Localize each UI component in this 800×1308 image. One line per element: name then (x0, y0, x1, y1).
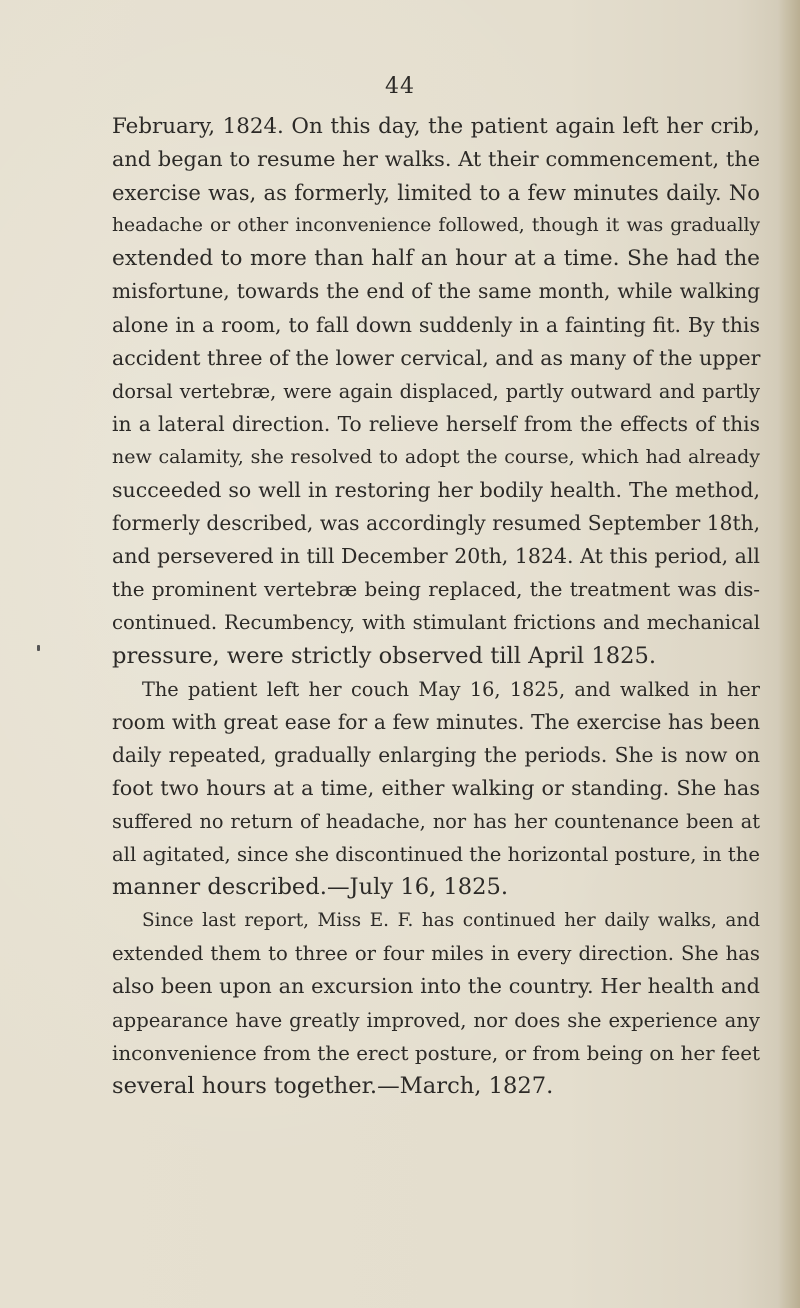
text-line: manner described.—July 16, 1825. (112, 874, 509, 901)
text-line: and began to resume her walks. At their commencement, the (112, 147, 760, 172)
text-line: pressure, were strictly observed till April 1825. (112, 642, 657, 669)
page-edge-shadow (778, 0, 800, 1308)
text-line: room with great ease for a few minutes. The exercise has been (112, 709, 760, 734)
text-line: suffered no return of headache, nor has her countenance been at (112, 809, 760, 833)
text-line: dorsal vertebræ, were again displaced, partly outward and partly (112, 379, 760, 403)
text-line: The patient left her couch May 16, 1825, and walked in her (142, 677, 760, 701)
text-line: succeeded so well in restoring her bodily health. The method, (112, 478, 760, 503)
text-line: headache or other inconvenience followed, though it was gradually (112, 215, 760, 237)
text-line: extended to more than half an hour at a time. She had the (112, 246, 760, 272)
text-line: daily repeated, gradually enlarging the periods. She is now on (112, 742, 760, 767)
text-line: the prominent vertebræ being replaced, the treatment was dis- (112, 578, 760, 602)
text-line: misfortune, towards the end of the same month, while walking (112, 279, 760, 304)
text-line: February, 1824. On this day, the patient again left her crib, (112, 114, 760, 139)
text-line: Since last report, Miss E. F. has continued her daily walks, and (142, 910, 760, 932)
text-line: alone in a room, to fall down suddenly in a fainting fit. By this (112, 312, 760, 337)
ink-speck (37, 645, 40, 651)
text-line: extended them to three or four miles in every direction. She has (112, 942, 760, 966)
text-line: formerly described, was accordingly resumed September 18th, (112, 511, 760, 536)
text-line: exercise was, as formerly, limited to a few minutes daily. No (112, 180, 760, 206)
text-line: in a lateral direction. To relieve herself from the effects of this (112, 411, 760, 436)
text-line: inconvenience from the erect posture, or from being on her feet (112, 1041, 760, 1065)
text-line: appearance have greatly improved, nor does she experience any (112, 1008, 760, 1032)
text-line: all agitated, since she discontinued the horizontal posture, in the (112, 843, 760, 867)
text-line: continued. Recumbency, with stimulant frictions and mechanical (112, 611, 760, 635)
paragraph-3 (112, 904, 760, 1103)
text-line: several hours together.—March, 1827. (112, 1072, 554, 1099)
paragraph-2 (112, 673, 760, 905)
body-text (112, 110, 760, 1103)
text-line: and persevered in till December 20th, 1824. At this period, all (112, 544, 760, 569)
text-line: also been upon an excursion into the country. Her health and (112, 974, 760, 999)
text-line: foot two hours at a time, either walking or standing. She has (112, 775, 760, 800)
paragraph-1 (112, 110, 760, 673)
page-number: 44 (385, 74, 415, 99)
text-line: new calamity, she resolved to adopt the course, which had already (112, 445, 760, 468)
text-line: accident three of the lower cervical, and as many of the upper (112, 345, 761, 370)
